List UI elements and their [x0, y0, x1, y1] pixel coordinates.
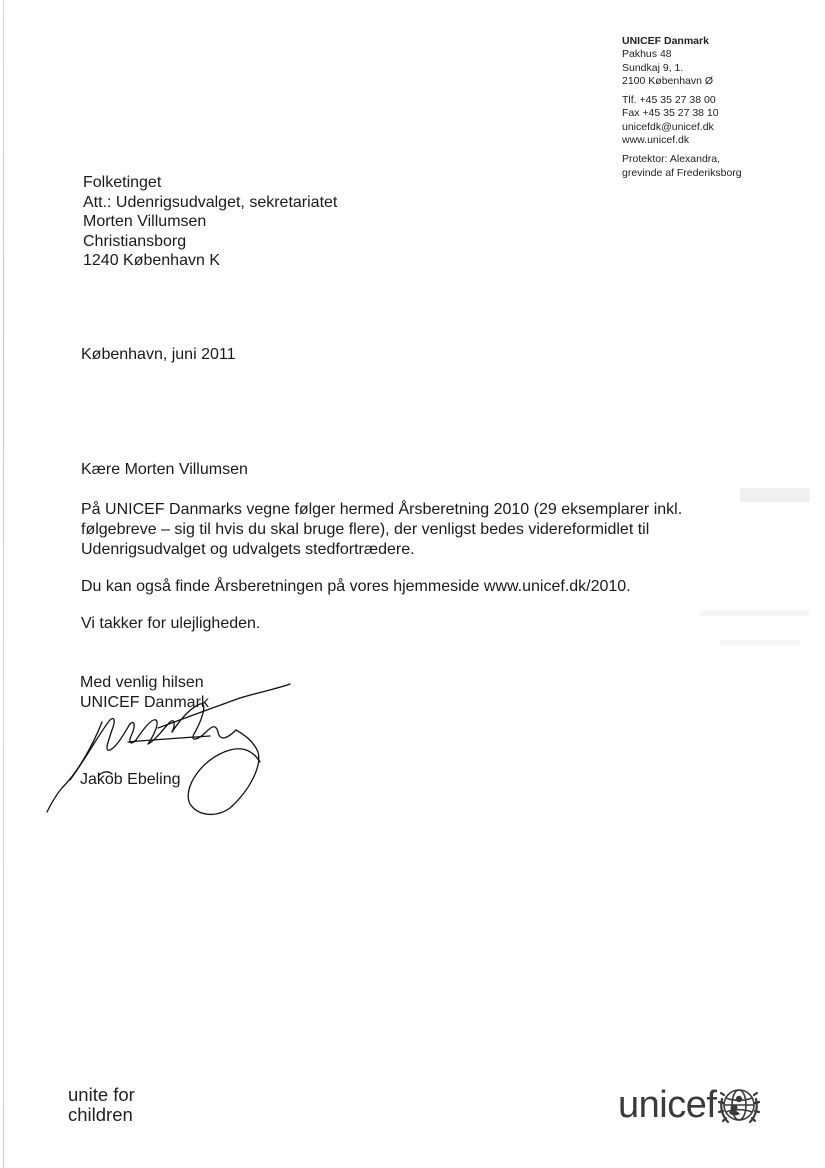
scan-noise [740, 488, 810, 502]
sender-email: unicefdk@unicef.dk [622, 120, 714, 133]
handwritten-signature [40, 680, 310, 830]
body-line: På UNICEF Danmarks vegne følger hermed Årsberetning 2010 (29 eksemplarer inkl. [81, 501, 683, 518]
date-line: København, juni 2011 [81, 346, 236, 363]
body-paragraph [81, 500, 721, 560]
body-line: Udenrigsudvalget og udvalgets stedfortrædere. [81, 541, 415, 558]
closing-line: UNICEF Danmark [80, 694, 209, 711]
closing-line: Med venlig hilsen [80, 674, 204, 691]
sender-address-line: Pakhus 48 [622, 48, 672, 61]
unicef-logo [618, 1082, 761, 1128]
sender-patron: Protektor: Alexandra, [622, 153, 721, 166]
sender-org: UNICEF Danmark [622, 35, 709, 47]
logo-wordmark: unicef [618, 1084, 717, 1126]
recipient-line: Folketinget [83, 174, 162, 191]
body-line: Vi takker for ulejligheden. [81, 615, 261, 632]
tagline-line: children [68, 1104, 133, 1125]
recipient-line: Morten Villumsen [83, 213, 207, 230]
sender-patron: grevinde af Frederiksborg [622, 166, 742, 179]
sender-phone: Tlf. +45 35 27 38 00 [622, 94, 716, 107]
sender-block [622, 35, 822, 186]
tagline-line: unite for [68, 1084, 135, 1105]
sender-address-line: Sundkaj 9, 1. [622, 61, 684, 74]
sender-fax: Fax +45 35 27 38 10 [622, 107, 719, 120]
recipient-line: Christiansborg [83, 232, 187, 250]
body-paragraph [81, 577, 721, 597]
sender-website: www.unicef.dk [622, 134, 690, 147]
recipient-address [83, 173, 337, 271]
footer-tagline [68, 1085, 135, 1125]
recipient-line: 1240 København K [83, 252, 220, 269]
unicef-emblem-icon [717, 1083, 761, 1127]
body-line: Du kan også finde Årsberetningen på vores hjemmeside www.unicef.dk/2010. [81, 578, 631, 595]
signer-name: Jakob Ebeling [80, 771, 181, 788]
body-line: følgebreve – sig til hvis du skal bruge flere), der venligst bedes videreformidlet til [81, 521, 650, 538]
sender-address-line: 2100 København Ø [622, 74, 714, 87]
letter-body [81, 500, 721, 651]
scan-noise [720, 640, 800, 645]
salutation: Kære Morten Villumsen [81, 461, 248, 478]
scan-edge [3, 0, 4, 1168]
body-paragraph [81, 614, 721, 634]
scan-noise [700, 610, 810, 616]
recipient-line: Att.: Udenrigsudvalget, sekretariatet [83, 193, 338, 211]
